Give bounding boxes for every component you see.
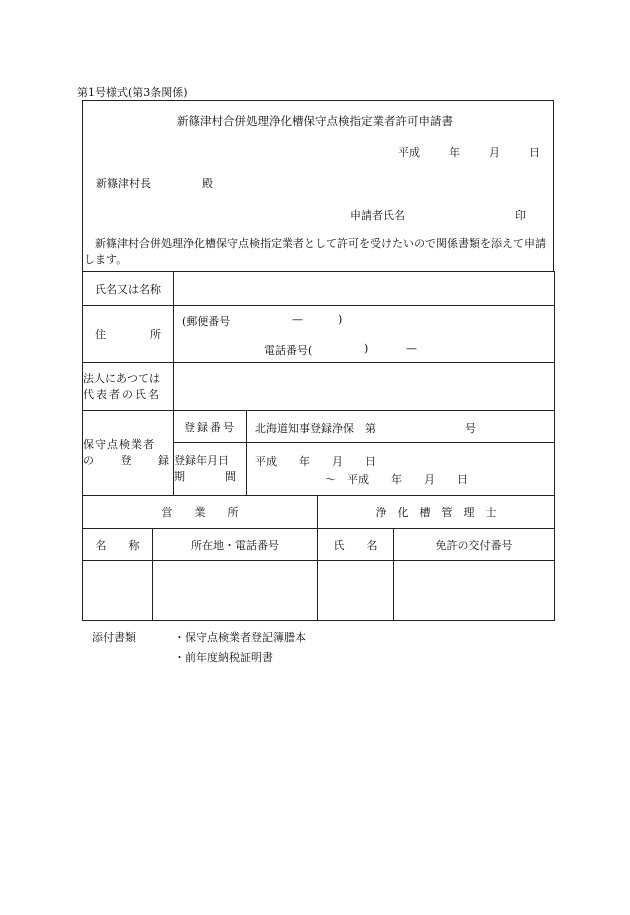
- office-header: 営 業 所: [83, 496, 318, 529]
- addressee: 新篠津村長: [96, 177, 151, 190]
- form-title: 新篠津村合併処理浄化槽保守点検指定業者許可申請書: [177, 114, 453, 128]
- phone-label: 電話番号(: [264, 344, 313, 357]
- col-office-name: 名 称: [83, 529, 153, 561]
- registration-number-label: 登録番号: [174, 411, 247, 443]
- registration-period-label: 登録年月日 期 間: [174, 443, 247, 496]
- applicant-name-label: 申請者氏名: [350, 209, 405, 222]
- manager-name-field[interactable]: [318, 561, 394, 621]
- table-row: [83, 272, 555, 306]
- table-row: [83, 306, 555, 363]
- postal-dash: —: [292, 313, 303, 326]
- representative-field[interactable]: [174, 363, 555, 411]
- registration-number-suffix: 号: [465, 422, 476, 435]
- name-field[interactable]: [174, 272, 555, 306]
- col-license-number: 免許の交付番号: [394, 529, 555, 561]
- col-office-location: 所在地・電話番号: [153, 529, 318, 561]
- application-statement: 新篠津村合併処理浄化槽保守点検指定業者として許可を受けたいので関係書類を添えて申請します。: [84, 237, 546, 266]
- postal-label: (郵便番号: [182, 315, 231, 328]
- representative-label: 法人にあつては 代表者の氏名: [83, 363, 174, 411]
- license-number-field[interactable]: [394, 561, 555, 621]
- addressee-honorific: 殿: [202, 177, 213, 190]
- table-row: [83, 411, 555, 443]
- registration-label: 保守点検業者 の 登 録: [83, 411, 174, 496]
- phone-dash: —: [406, 342, 417, 355]
- registration-date-from: 平成 年 月 日: [255, 455, 376, 468]
- phone-close: ): [364, 342, 369, 355]
- registration-period-field[interactable]: [247, 443, 555, 496]
- office-location-field[interactable]: [153, 561, 318, 621]
- address-field[interactable]: [174, 306, 555, 363]
- col-manager-name: 氏 名: [318, 529, 394, 561]
- date-day[interactable]: 日: [529, 146, 540, 159]
- date-era: 平成: [398, 146, 420, 159]
- address-label: 住 所: [83, 306, 174, 363]
- registration-number-field[interactable]: [247, 411, 555, 443]
- attachment-item: ・保守点検業者登記簿謄本: [174, 631, 306, 644]
- name-label: 氏名又は名称: [83, 272, 174, 306]
- application-date: [398, 144, 540, 160]
- table-row: [83, 529, 555, 561]
- table-row: [83, 561, 555, 621]
- office-name-field[interactable]: [83, 561, 153, 621]
- attachment-item: ・前年度納税証明書: [174, 651, 273, 664]
- table-row: [83, 496, 555, 529]
- postal-close: ): [338, 313, 343, 326]
- date-month[interactable]: 月: [489, 146, 500, 159]
- date-year[interactable]: 年: [449, 146, 460, 159]
- manager-header: 浄 化 槽 管 理 士: [318, 496, 555, 529]
- application-table: [82, 271, 555, 621]
- form-number: 第1号様式(第3条関係): [77, 86, 188, 99]
- table-row: [83, 363, 555, 411]
- registration-date-to: ～ 平成 年 月 日: [325, 473, 468, 486]
- seal-mark: 印: [515, 209, 526, 222]
- registration-number-prefix: 北海道知事登録浄保 第: [255, 422, 376, 435]
- attachments-label: 添付書類: [92, 631, 136, 644]
